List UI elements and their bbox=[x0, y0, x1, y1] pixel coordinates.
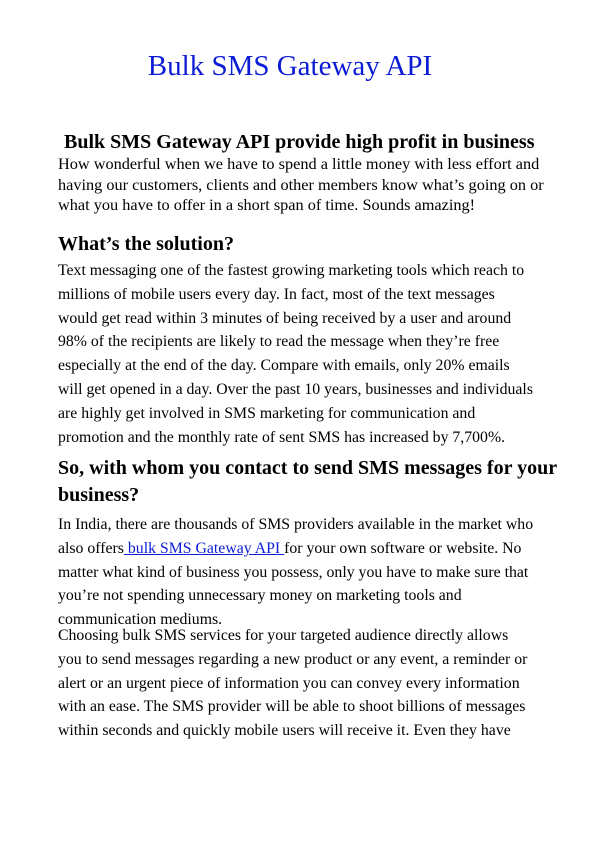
link-trail-text: for your own software or website. No bbox=[284, 539, 522, 557]
paragraph-line: what you have to offer in a short span of time. Sounds amazing! bbox=[58, 195, 476, 214]
paragraph-line: 98% of the recipients are likely to read the message when they’re free bbox=[58, 333, 500, 351]
intro-paragraph bbox=[58, 154, 558, 216]
paragraph-line: within seconds and quickly mobile users will receive it. Even they have bbox=[58, 722, 511, 740]
paragraph-line: millions of mobile users every day. In fact, most of the text messages bbox=[58, 285, 495, 303]
paragraph-line: especially at the end of the day. Compare with emails, only 20% emails bbox=[58, 357, 510, 375]
paragraph-line: How wonderful when we have to spend a little money with less effort and bbox=[58, 154, 540, 173]
solution-heading: What’s the solution? bbox=[58, 233, 234, 255]
page-title: Bulk SMS Gateway API bbox=[147, 50, 433, 82]
india-paragraph bbox=[58, 513, 558, 632]
solution-paragraph bbox=[58, 259, 558, 449]
paragraph-line: In India, there are thousands of SMS providers available in the market who bbox=[58, 516, 534, 533]
paragraph-line: with an ease. The SMS provider will be able to shoot billions of messages bbox=[58, 698, 526, 716]
paragraph-line-with-link bbox=[58, 537, 558, 561]
bulk-sms-gateway-api-link[interactable]: bulk SMS Gateway API bbox=[123, 539, 285, 557]
choosing-paragraph bbox=[58, 624, 558, 743]
main-heading: Bulk SMS Gateway API provide high profit in business bbox=[64, 131, 535, 153]
paragraph-line: you’re not spending unnecessary money on marketing tools and bbox=[58, 587, 462, 605]
paragraph-line: will get opened in a day. Over the past 10 years, businesses and individuals bbox=[58, 380, 533, 398]
paragraph-line: communication mediums. bbox=[58, 611, 223, 629]
paragraph-line: would get read within 3 minutes of being received by a user and around bbox=[58, 309, 512, 327]
paragraph-line: matter what kind of business you possess, only you have to make sure that bbox=[58, 563, 529, 581]
paragraph-line: you to send messages regarding a new product or any event, a reminder or bbox=[58, 650, 528, 668]
whom-heading: So, with whom you contact to send SMS messages for your business? bbox=[58, 457, 557, 506]
paragraph-line: Text messaging one of the fastest growing marketing tools which reach to bbox=[58, 262, 525, 279]
paragraph-line: promotion and the monthly rate of sent SMS has increased by 7,700%. bbox=[58, 428, 506, 446]
paragraph-line: alert or an urgent piece of information you can convey every information bbox=[58, 674, 520, 692]
paragraph-line: are highly get involved in SMS marketing for communication and bbox=[58, 404, 476, 422]
link-lead-text: also offers bbox=[58, 539, 124, 557]
paragraph-line: Choosing bulk SMS services for your targeted audience directly allows bbox=[58, 627, 509, 644]
paragraph-line: having our customers, clients and other members know what’s going on or bbox=[58, 174, 544, 194]
